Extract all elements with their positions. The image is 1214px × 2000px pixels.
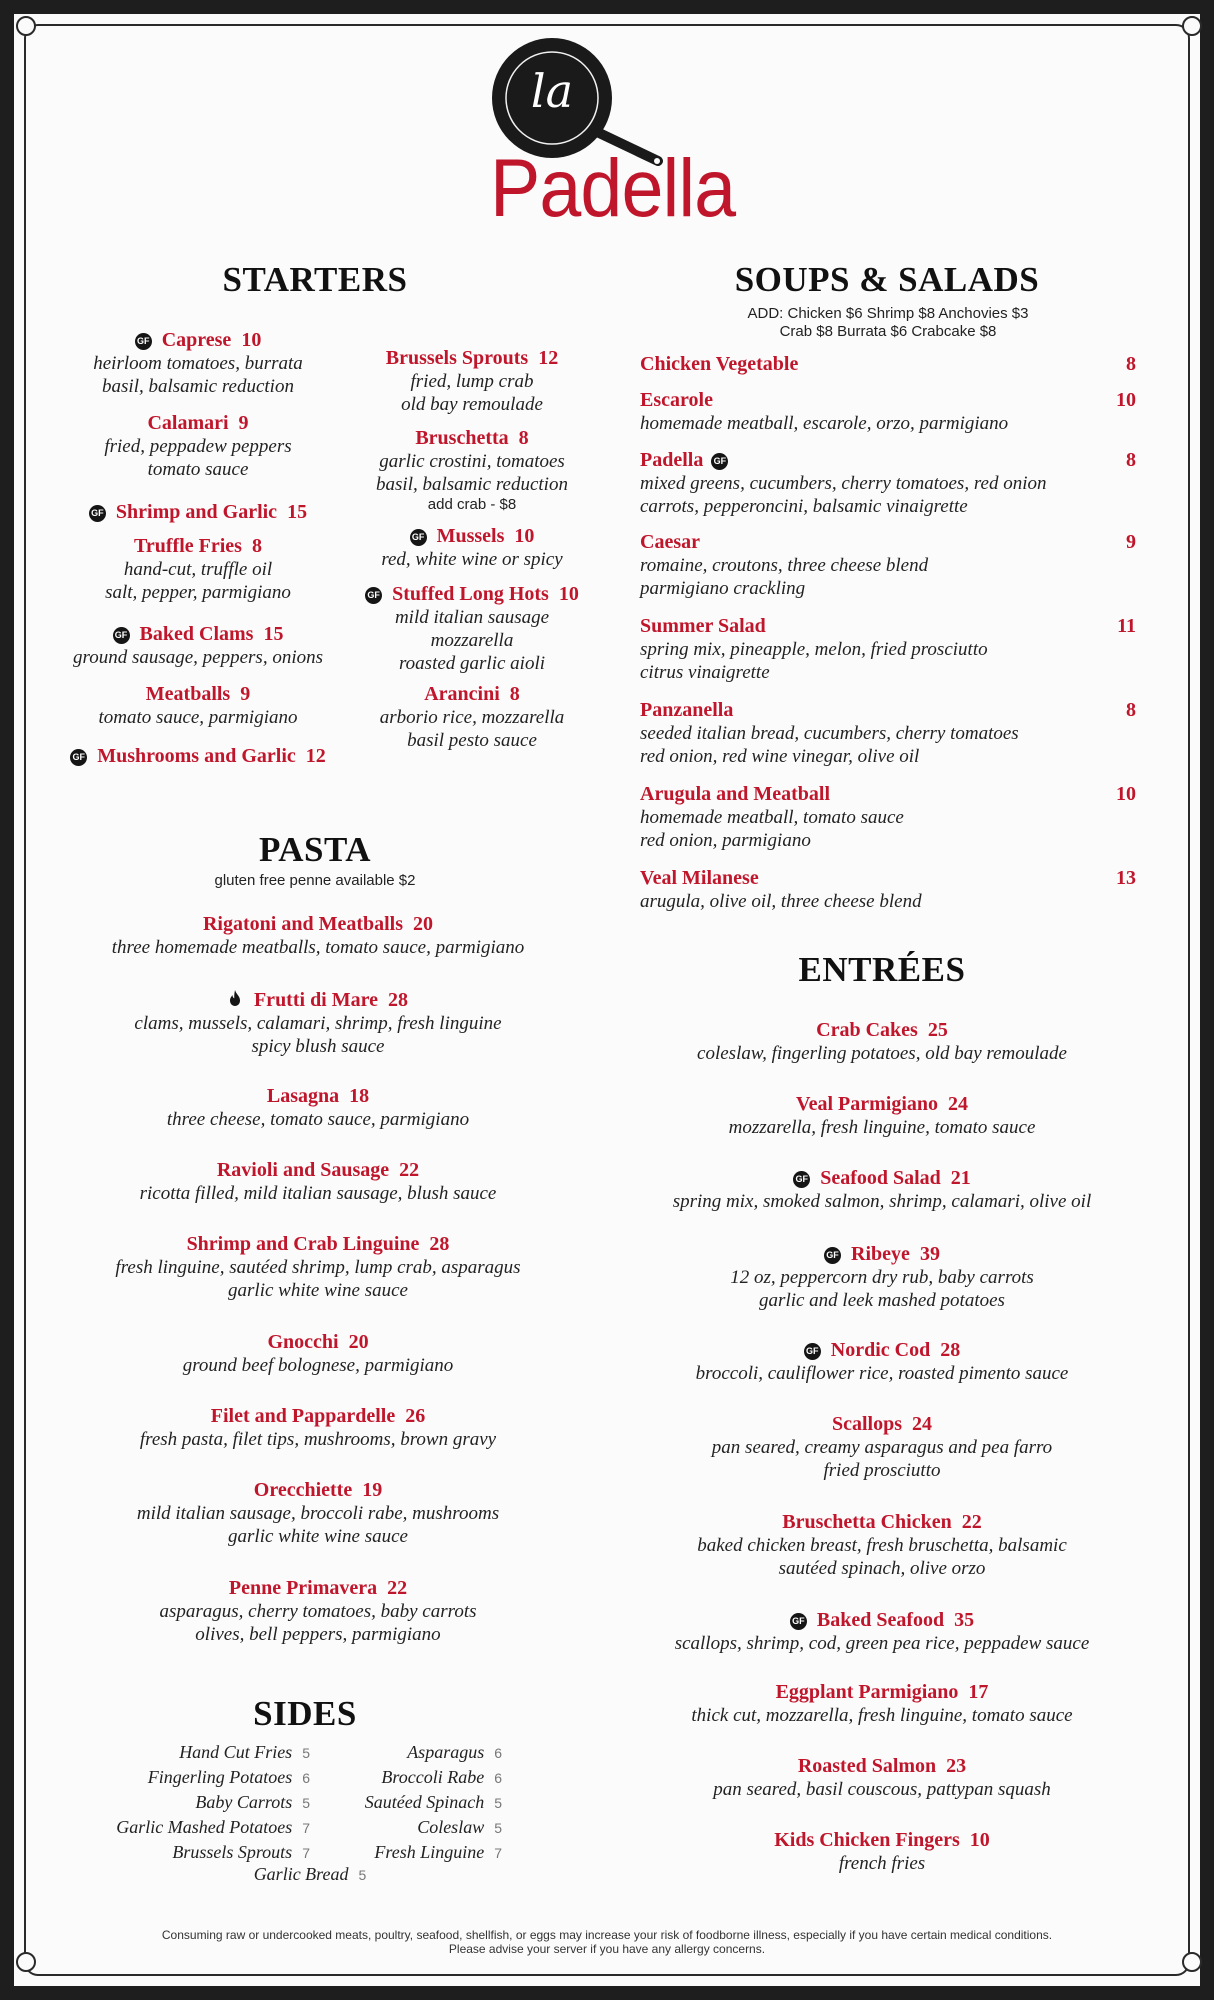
item-name-line (622, 1754, 1142, 1778)
menu-item (640, 448, 1136, 518)
item-name: Nordic Cod (830, 1339, 931, 1361)
side-item (312, 1765, 502, 1790)
item-description: garlic crostini, tomatoes (379, 451, 565, 472)
menu-item (640, 530, 1136, 600)
menu-item (622, 1828, 1142, 1875)
item-name: Penne Primavera (228, 1577, 378, 1599)
menu-item (640, 352, 1136, 376)
item-name-line (622, 1828, 1142, 1852)
menu-item (58, 912, 578, 959)
gluten-free-icon: GF (711, 453, 728, 470)
item-description: basil, balsamic reduction (376, 474, 568, 495)
item-name: Arancini (424, 683, 500, 705)
item-price: 8 (1126, 449, 1136, 471)
item-name: Baked Clams (139, 623, 254, 645)
item-name: Veal Parmigiano (795, 1093, 939, 1115)
menu-item (342, 426, 602, 514)
side-item (312, 1815, 502, 1840)
menu-item (622, 1242, 1142, 1312)
sides-left-column (90, 1740, 310, 1865)
item-name-line (58, 1404, 578, 1428)
item-name-line (622, 1412, 1142, 1436)
item-name: Shrimp and Crab Linguine (186, 1233, 420, 1255)
item-name: Calamari (147, 412, 229, 434)
menu-item (622, 1608, 1142, 1655)
item-name-group (640, 698, 733, 722)
side-item (312, 1790, 502, 1815)
item-price: 10 (1116, 783, 1136, 805)
side-name: Coleslaw (417, 1817, 485, 1837)
item-description: french fries (838, 1853, 926, 1874)
menu-item (33, 328, 363, 398)
item-name: Baked Seafood (816, 1609, 945, 1631)
item-name-line (33, 682, 363, 706)
item-price: 24 (948, 1093, 969, 1115)
side-name: Hand Cut Fries (179, 1742, 293, 1762)
item-description: red onion, red wine vinegar, olive oil (640, 746, 920, 767)
item-description: asparagus, cherry tomatoes, baby carrots (159, 1601, 477, 1622)
item-name-line (58, 1330, 578, 1354)
menu-item (58, 988, 578, 1058)
section-title-starters: STARTERS (222, 260, 408, 299)
side-name: Baby Carrots (195, 1792, 293, 1812)
item-description: broccoli, cauliflower rice, roasted pimento sauce (695, 1363, 1069, 1384)
item-name: Mushrooms and Garlic (97, 745, 296, 767)
item-price: 22 (399, 1159, 420, 1181)
item-name: Mussels (436, 525, 505, 547)
gluten-free-icon: GF (135, 333, 152, 350)
item-name-line (342, 426, 602, 450)
item-description: romaine, croutons, three cheese blend (640, 555, 929, 576)
side-price: 5 (302, 1795, 310, 1811)
menu-item (58, 1330, 578, 1377)
side-name: Fingerling Potatoes (147, 1767, 293, 1787)
item-name-group (640, 782, 830, 806)
gluten-free-icon: GF (804, 1343, 821, 1360)
menu-item (58, 1158, 578, 1205)
side-name: Asparagus (407, 1742, 485, 1762)
item-description: red, white wine or spicy (381, 549, 563, 570)
item-description: arborio rice, mozzarella (379, 707, 565, 728)
item-description: fried prosciutto (823, 1460, 941, 1481)
side-price: 7 (494, 1845, 502, 1861)
item-name-line (640, 782, 1136, 806)
item-name: Ribeye (851, 1243, 910, 1265)
menu-item (342, 524, 602, 571)
menu-item (58, 1576, 578, 1646)
item-name-line (640, 352, 1136, 376)
section-title-sides: SIDES (253, 1694, 357, 1733)
item-description: three cheese, tomato sauce, parmigiano (166, 1109, 470, 1130)
menu-item (58, 1478, 578, 1548)
item-description: mild italian sausage, broccoli rabe, mushrooms (136, 1503, 500, 1524)
menu-item (342, 346, 602, 416)
add-ons (640, 305, 1136, 341)
item-name: Truffle Fries (134, 535, 242, 557)
menu-item (640, 388, 1136, 435)
item-name: Caprese (161, 329, 232, 351)
menu-item (622, 1412, 1142, 1482)
gluten-free-icon: GF (410, 529, 427, 546)
add-ons-line: ADD: Chicken $6 Shrimp $8 Anchovies $3 (747, 305, 1029, 322)
side-name: Fresh Linguine (374, 1842, 485, 1862)
gluten-free-icon: GF (89, 505, 106, 522)
add-ons-line: Crab $8 Burrata $6 Crabcake $8 (779, 323, 997, 340)
item-name-group (640, 614, 766, 638)
item-description: thick cut, mozzarella, fresh linguine, tomato sauce (691, 1705, 1073, 1726)
menu-item (622, 1018, 1142, 1065)
item-description: garlic and leek mashed potatoes (759, 1290, 1005, 1311)
menu-item (640, 866, 1136, 913)
item-name-line (622, 1166, 1142, 1190)
item-price: 9 (240, 683, 251, 705)
item-description: spring mix, pineapple, melon, fried prosciutto (640, 639, 988, 660)
item-price: 20 (348, 1331, 369, 1353)
menu-item (640, 614, 1136, 684)
gluten-free-icon: GF (113, 627, 130, 644)
side-name: Brussels Sprouts (172, 1842, 293, 1862)
item-description: clams, mussels, calamari, shrimp, fresh linguine (134, 1013, 502, 1034)
section-title-soups-salads: SOUPS & SALADS (734, 260, 1040, 299)
side-item (190, 1862, 430, 1887)
menu-item (342, 682, 602, 752)
item-name-line (342, 582, 602, 606)
item-name-line (33, 500, 363, 524)
item-price: 28 (429, 1233, 450, 1255)
item-description: fried, lump crab (410, 371, 534, 392)
item-name-line (622, 1608, 1142, 1632)
pasta-note: gluten free penne available $2 (214, 872, 416, 889)
item-price: 26 (405, 1405, 426, 1427)
item-description: spring mix, smoked salmon, shrimp, calamari, olive oil (672, 1191, 1092, 1212)
item-name-line (33, 744, 363, 768)
item-name: Chicken Vegetable (640, 353, 799, 375)
item-description: citrus vinaigrette (640, 662, 770, 683)
corner-ornament (1182, 16, 1202, 36)
item-price: 10 (969, 1829, 990, 1851)
logo (490, 36, 736, 246)
item-description: seeded italian bread, cucumbers, cherry tomatoes (640, 723, 1019, 744)
menu-item (640, 698, 1136, 768)
item-description: baked chicken breast, fresh bruschetta, balsamic (697, 1535, 1067, 1556)
gluten-free-icon: GF (70, 749, 87, 766)
side-name: Broccoli Rabe (381, 1767, 485, 1787)
corner-ornament (16, 1952, 36, 1972)
item-description: 12 oz, peppercorn dry rub, baby carrots (730, 1267, 1034, 1288)
menu-item (640, 782, 1136, 852)
item-name-line (640, 530, 1136, 554)
item-name-line (58, 1232, 578, 1256)
item-name-line (33, 622, 363, 646)
menu-item (33, 500, 363, 524)
item-name-group (640, 448, 728, 472)
side-item (312, 1740, 502, 1765)
item-description: mozzarella, fresh linguine, tomato sauce (728, 1117, 1036, 1138)
item-name-line (58, 1158, 578, 1182)
item-price: 11 (1117, 615, 1136, 637)
item-name: Veal Milanese (640, 867, 759, 889)
disclaimer-line: Consuming raw or undercooked meats, poultry, seafood, shellfish, or eggs may increase your risk of foodborne illness, especially if you have certain medical conditions. (161, 1928, 1053, 1942)
item-name-line (58, 1478, 578, 1502)
item-description: basil pesto sauce (407, 730, 537, 751)
menu-item (33, 682, 363, 729)
menu-item (58, 1404, 578, 1451)
item-price: 10 (558, 583, 579, 605)
item-description: fried, peppadew peppers (104, 436, 292, 457)
side-name: Garlic Mashed Potatoes (116, 1817, 293, 1837)
item-price: 24 (912, 1413, 933, 1435)
menu-item (58, 1232, 578, 1302)
item-description: mild italian sausage (394, 607, 550, 628)
item-description: red onion, parmigiano (640, 830, 811, 851)
item-description: tomato sauce (147, 459, 249, 480)
side-item (90, 1790, 310, 1815)
item-name-line (640, 448, 1136, 472)
item-name: Stuffed Long Hots (392, 583, 549, 605)
side-item (90, 1815, 310, 1840)
item-description: pan seared, creamy asparagus and pea farro (711, 1437, 1053, 1458)
corner-ornament (16, 16, 36, 36)
item-description: garlic white wine sauce (228, 1280, 408, 1301)
item-description: fresh linguine, sautéed shrimp, lump crab, asparagus (115, 1257, 521, 1278)
side-price: 5 (494, 1820, 502, 1836)
item-name-line (342, 682, 602, 706)
item-name-line (640, 866, 1136, 890)
gluten-free-icon: GF (790, 1613, 807, 1630)
item-description: old bay remoulade (401, 394, 543, 415)
item-description: ricotta filled, mild italian sausage, blush sauce (139, 1183, 497, 1204)
item-name-line (58, 1084, 578, 1108)
item-name-line (622, 1510, 1142, 1534)
menu-item (622, 1754, 1142, 1801)
item-price: 28 (388, 989, 409, 1011)
item-price: 23 (946, 1755, 967, 1777)
item-name-line (33, 411, 363, 435)
item-price: 8 (1126, 353, 1136, 375)
item-name: Panzanella (640, 699, 734, 721)
item-price: 9 (238, 412, 249, 434)
item-name: Caesar (640, 531, 700, 553)
item-name-line (640, 614, 1136, 638)
side-price: 6 (302, 1770, 310, 1786)
item-name: Padella (640, 449, 704, 471)
item-description: three homemade meatballs, tomato sauce, parmigiano (111, 937, 525, 958)
section-title-entrees: ENTRÉES (798, 950, 966, 989)
side-item (90, 1740, 310, 1765)
menu-item (33, 744, 363, 768)
item-description: heirloom tomatoes, burrata (93, 353, 303, 374)
item-name-line (342, 524, 602, 548)
gluten-free-icon: GF (824, 1247, 841, 1264)
item-name: Meatballs (145, 683, 231, 705)
item-name-line (622, 1338, 1142, 1362)
item-description: mixed greens, cucumbers, cherry tomatoes, red onion (640, 473, 1047, 494)
menu-item (342, 582, 602, 675)
gluten-free-icon: GF (365, 587, 382, 604)
item-description: spicy blush sauce (251, 1036, 385, 1057)
menu-item (33, 411, 363, 481)
item-description: homemade meatball, escarole, orzo, parmigiano (640, 413, 1009, 434)
item-name-line (622, 1018, 1142, 1042)
item-name: Rigatoni and Meatballs (202, 913, 404, 935)
disclaimer (80, 1928, 1134, 1956)
item-name-line (622, 1680, 1142, 1704)
item-description: salt, pepper, parmigiano (105, 582, 291, 603)
item-name: Frutti di Mare (253, 989, 379, 1011)
item-description: sautéed spinach, olive orzo (778, 1558, 986, 1579)
item-description: parmigiano crackling (640, 578, 806, 599)
item-price: 21 (950, 1167, 971, 1189)
side-name: Garlic Bread (253, 1864, 349, 1884)
menu-item (622, 1166, 1142, 1213)
item-price: 17 (968, 1681, 989, 1703)
item-description: hand-cut, truffle oil (123, 559, 273, 580)
side-price: 7 (302, 1820, 310, 1836)
item-name: Escarole (640, 389, 713, 411)
item-name: Gnocchi (267, 1331, 339, 1353)
item-name-group (640, 866, 759, 890)
item-price: 10 (241, 329, 262, 351)
item-name-line (33, 534, 363, 558)
side-price: 5 (358, 1867, 367, 1883)
item-name-line (342, 346, 602, 370)
item-name: Summer Salad (640, 615, 766, 637)
item-price: 8 (509, 683, 520, 705)
item-name-line (58, 988, 578, 1012)
item-description: coleslaw, fingerling potatoes, old bay remoulade (697, 1043, 1067, 1064)
item-name: Kids Chicken Fingers (774, 1829, 960, 1851)
item-price: 8 (251, 535, 262, 557)
item-description: basil, balsamic reduction (102, 376, 294, 397)
item-price: 10 (514, 525, 535, 547)
item-description: tomato sauce, parmigiano (98, 707, 298, 728)
item-price: 19 (362, 1479, 383, 1501)
item-price: 18 (349, 1085, 370, 1107)
item-name: Bruschetta (415, 427, 509, 449)
item-name-group (640, 530, 700, 554)
item-name: Eggplant Parmigiano (775, 1681, 959, 1703)
item-price: 12 (305, 745, 326, 767)
item-price: 35 (954, 1609, 975, 1631)
item-name: Ravioli and Sausage (216, 1159, 390, 1181)
item-name-line (622, 1242, 1142, 1266)
side-item (90, 1765, 310, 1790)
item-extra: add crab - $8 (427, 496, 517, 513)
side-name: Sautéed Spinach (364, 1792, 485, 1812)
item-price: 8 (1126, 699, 1136, 721)
item-price: 22 (387, 1577, 408, 1599)
item-description: ground beef bolognese, parmigiano (182, 1355, 454, 1376)
item-price: 12 (538, 347, 559, 369)
item-price: 8 (518, 427, 529, 449)
item-price: 28 (940, 1339, 961, 1361)
item-description: fresh pasta, filet tips, mushrooms, brown gravy (139, 1429, 497, 1450)
item-description: mozzarella (430, 630, 514, 651)
menu-item (622, 1092, 1142, 1139)
menu-item (622, 1338, 1142, 1385)
item-name: Roasted Salmon (797, 1755, 937, 1777)
item-price: 39 (919, 1243, 940, 1265)
item-name-line (58, 912, 578, 936)
item-description: homemade meatball, tomato sauce (640, 807, 904, 828)
item-name-line (640, 698, 1136, 722)
gluten-free-icon: GF (793, 1171, 810, 1188)
corner-ornament (1182, 1952, 1202, 1972)
item-name: Scallops (831, 1413, 903, 1435)
item-name-line (622, 1092, 1142, 1116)
item-name: Arugula and Meatball (640, 783, 831, 805)
item-name-line (33, 328, 363, 352)
disclaimer-line: Please advise your server if you have any allergy concerns. (448, 1942, 766, 1956)
side-price: 7 (302, 1845, 310, 1861)
menu-item (622, 1510, 1142, 1580)
item-description: arugula, olive oil, three cheese blend (640, 891, 922, 912)
item-price: 10 (1116, 389, 1136, 411)
flame-icon (228, 989, 242, 1007)
item-name: Crab Cakes (816, 1019, 918, 1041)
menu-item (33, 534, 363, 604)
item-price: 15 (287, 501, 308, 523)
item-price: 13 (1116, 867, 1136, 889)
side-price: 5 (494, 1795, 502, 1811)
item-name-group (640, 388, 713, 412)
logo-brand-name: Padella (490, 143, 736, 234)
item-price: 15 (263, 623, 284, 645)
sides-right-column (312, 1740, 502, 1865)
item-name: Orecchiette (253, 1479, 353, 1501)
item-name: Lasagna (266, 1085, 340, 1107)
item-description: carrots, pepperoncini, balsamic vinaigrette (640, 496, 968, 517)
item-description: pan seared, basil couscous, pattypan squash (713, 1779, 1051, 1800)
item-name-line (58, 1576, 578, 1600)
item-description: ground sausage, peppers, onions (73, 647, 323, 668)
side-price: 6 (494, 1745, 502, 1761)
item-name-line (640, 388, 1136, 412)
item-description: garlic white wine sauce (228, 1526, 408, 1547)
menu-item (33, 622, 363, 669)
item-name: Seafood Salad (820, 1167, 941, 1189)
item-name: Shrimp and Garlic (115, 501, 278, 523)
item-price: 22 (961, 1511, 982, 1533)
item-name-group (640, 352, 798, 376)
menu-item (622, 1680, 1142, 1727)
item-price: 20 (413, 913, 434, 935)
menu-item (58, 1084, 578, 1131)
item-price: 25 (927, 1019, 948, 1041)
item-name: Filet and Pappardelle (210, 1405, 396, 1427)
item-description: roasted garlic aioli (398, 653, 546, 674)
item-price: 9 (1126, 531, 1136, 553)
side-price: 6 (494, 1770, 502, 1786)
section-title-pasta: PASTA (258, 830, 372, 869)
item-description: olives, bell peppers, parmigiano (195, 1624, 441, 1645)
item-name: Bruschetta Chicken (782, 1511, 952, 1533)
item-description: scallops, shrimp, cod, green pea rice, peppadew sauce (674, 1633, 1090, 1654)
item-name: Brussels Sprouts (385, 347, 529, 369)
logo-small-text: la (530, 64, 574, 118)
side-price: 5 (302, 1745, 310, 1761)
